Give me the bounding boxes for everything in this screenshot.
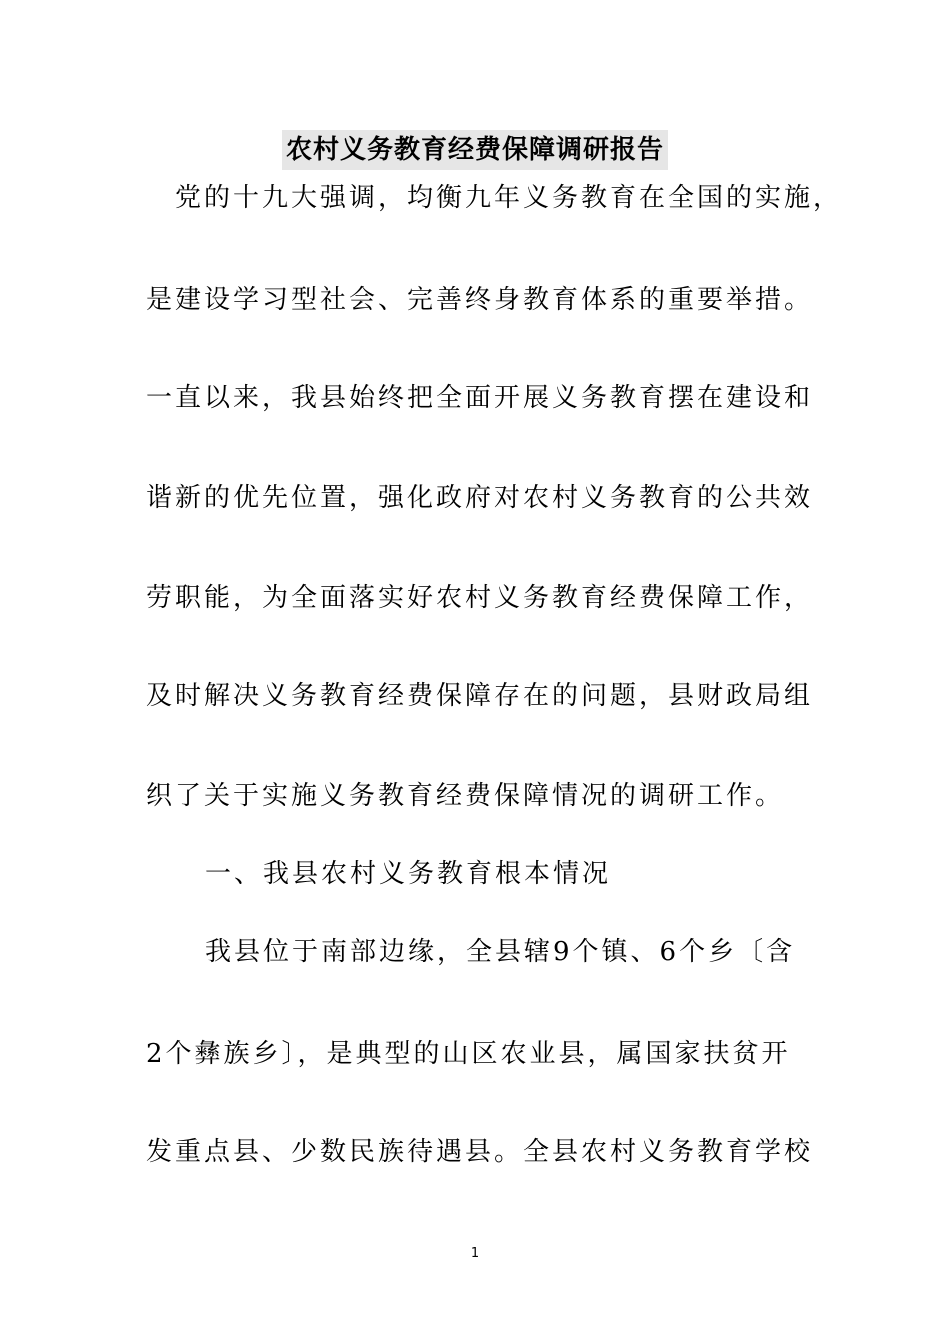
paragraph-line-4: 谐新的优先位置，强化政府对农村义务教育的公共效 [146, 483, 814, 513]
page-number: 1 [470, 1246, 480, 1261]
paragraph-line-8: 我县位于南部边缘，全县辖9个镇、6个乡〔含 [176, 937, 796, 967]
paragraph-line-7: 织了关于实施义务教育经费保障情况的调研工作。 [146, 781, 785, 811]
paragraph-line-1: 党的十九大强调，均衡九年义务教育在全国的实施， [146, 183, 843, 213]
paragraph-line-5: 劳职能，为全面落实好农村义务教育经费保障工作， [146, 583, 814, 613]
paragraph-line-6: 及时解决义务教育经费保障存在的问题，县财政局组 [146, 681, 814, 711]
document-title [0, 130, 950, 170]
paragraph-line-10: 发重点县、少数民族待遇县。全县农村义务教育学校 [146, 1137, 814, 1167]
document-title-text: 农村义务教育经费保障调研报告 [282, 130, 668, 170]
paragraph-line-9: 2个彝族乡〕，是典型的山区农业县，属国家扶贫开 [146, 1039, 791, 1069]
paragraph-line-3: 一直以来，我县始终把全面开展义务教育摆在建设和 [146, 383, 814, 413]
section-heading-1: 一、我县农村义务教育根本情况 [176, 859, 612, 889]
paragraph-line-2: 是建设学习型社会、完善终身教育体系的重要举措。 [146, 285, 814, 315]
